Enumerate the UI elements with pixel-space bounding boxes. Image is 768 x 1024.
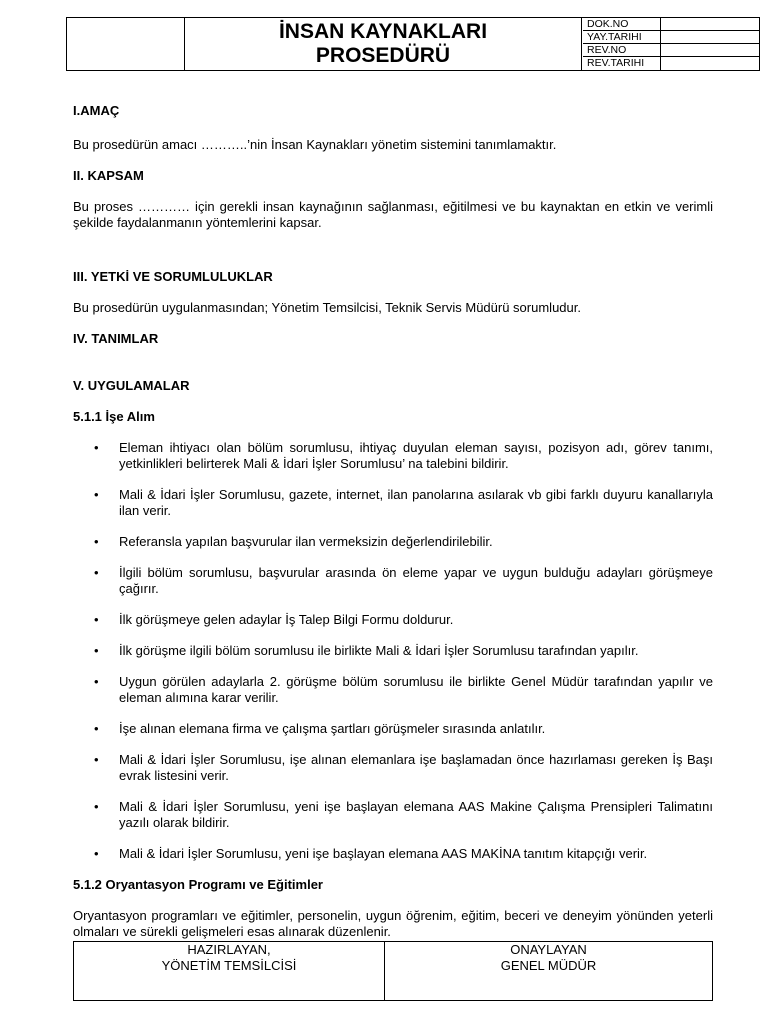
meta-value — [661, 44, 759, 56]
oryantasyon-paragraph: Oryantasyon programları ve eğitimler, personelin, uygun öğrenim, eğitim, beceri ve deneyim yönünden yeterli olmaları ve sürekli gelişmeleri esas alınarak düzenlenir. — [73, 908, 713, 939]
bullet-icon: • — [94, 440, 99, 455]
approved-by-label: ONAYLAYAN — [510, 942, 587, 957]
list-item-text: Mali & İdari İşler Sorumlusu, işe alınan elemanlara işe başlamadan önce hazırlaması gereken İş Başı evrak listesini verir. — [119, 752, 713, 783]
bullet-icon: • — [94, 674, 99, 689]
section-heading-tanimlar: IV. TANIMLAR — [73, 331, 159, 346]
bullet-icon: • — [94, 534, 99, 549]
meta-label: YAY.TARIHI — [583, 31, 661, 43]
section-heading-kapsam: II. KAPSAM — [73, 168, 144, 183]
list-item — [73, 565, 713, 597]
approved-by-role: GENEL MÜDÜR — [500, 958, 597, 973]
section-heading-uygulamalar: V. UYGULAMALAR — [73, 378, 190, 393]
list-item — [73, 752, 713, 784]
list-item — [73, 487, 713, 519]
title-line-2: PROSEDÜRÜ — [315, 44, 451, 67]
list-item — [73, 643, 713, 659]
meta-label: REV.TARIHI — [583, 57, 661, 70]
logo-placeholder — [67, 18, 185, 70]
document-title — [185, 18, 582, 70]
meta-row-rev-no — [583, 44, 759, 57]
meta-label: REV.NO — [583, 44, 661, 56]
list-item-text: Mali & İdari İşler Sorumlusu, gazete, internet, ilan panolarına asılarak vb gibi farklı duyuru kanallarıyla ilan verir. — [119, 487, 713, 518]
yetki-paragraph: Bu prosedürün uygulanmasından; Yönetim Temsilcisi, Teknik Servis Müdürü sorumludur. — [73, 300, 581, 315]
bullet-icon: • — [94, 612, 99, 627]
meta-value — [661, 18, 759, 30]
list-item — [73, 440, 713, 472]
subsection-heading-ise-alim: 5.1.1 İşe Alım — [73, 409, 155, 424]
prepared-by-role: YÖNETİM TEMSİLCİSİ — [161, 958, 297, 973]
meta-value — [661, 57, 759, 70]
bullet-icon: • — [94, 799, 99, 814]
bullet-icon: • — [94, 721, 99, 736]
bullet-icon: • — [94, 643, 99, 658]
prepared-by-label: HAZIRLAYAN, — [187, 942, 271, 957]
meta-row-dok-no — [583, 18, 759, 31]
list-item — [73, 846, 713, 862]
list-item — [73, 799, 713, 831]
document-meta-table — [583, 18, 759, 70]
bullet-icon: • — [94, 752, 99, 767]
section-heading-yetki: III. YETKİ VE SORUMLULUKLAR — [73, 269, 273, 284]
meta-row-rev-tarihi — [583, 57, 759, 70]
ise-alim-list — [73, 440, 713, 862]
list-item-text: Eleman ihtiyacı olan bölüm sorumlusu, ihtiyaç duyulan eleman sayısı, pozisyon adı, görev tanımı, yetkinlikleri belirterek Mali & İdari İşler Sorumlusu’ na talebini bildirir. — [119, 440, 713, 471]
bullet-icon: • — [94, 846, 99, 861]
meta-label: DOK.NO — [583, 18, 661, 30]
list-item — [73, 534, 713, 550]
list-item-text: Mali & İdari İşler Sorumlusu, yeni işe başlayan elemana AAS MAKİNA tanıtım kitapçığı verir. — [119, 846, 648, 861]
list-item-text: İlk görüşmeye gelen adaylar İş Talep Bilgi Formu doldurur. — [119, 612, 454, 627]
list-item-text: İlgili bölüm sorumlusu, başvurular arasında ön eleme yapar ve uygun bulduğu adayları görüşmeye çağırır. — [119, 565, 713, 596]
title-line-1: İNSAN KAYNAKLARI — [278, 20, 488, 43]
bullet-icon: • — [94, 565, 99, 580]
prepared-by-cell — [74, 942, 385, 1000]
meta-row-yay-tarihi — [583, 31, 759, 44]
list-item — [73, 674, 713, 706]
section-heading-amac: I.AMAÇ — [73, 103, 120, 118]
meta-value — [661, 31, 759, 43]
approved-by-cell — [385, 942, 712, 1000]
subsection-heading-oryantasyon: 5.1.2 Oryantasyon Programı ve Eğitimler — [73, 877, 323, 892]
kapsam-paragraph: Bu proses ………… için gerekli insan kaynağının sağlanması, eğitilmesi ve bu kaynaktan en etkin ve verimli şekilde faydalanmanın yöntemlerini kapsar. — [73, 199, 713, 230]
list-item-text: İlk görüşme ilgili bölüm sorumlusu ile birlikte Mali & İdari İşler Sorumlusu tarafından yapılır. — [119, 643, 639, 658]
list-item-text: Referansla yapılan başvurular ilan vermeksizin değerlendirilebilir. — [119, 534, 493, 549]
list-item-text: Mali & İdari İşler Sorumlusu, yeni işe başlayan elemana AAS Makine Çalışma Prensipleri Talimatını yazılı olarak bildirir. — [119, 799, 713, 830]
document-header — [66, 17, 760, 71]
amac-paragraph: Bu prosedürün amacı ………..’nin İnsan Kaynakları yönetim sistemini tanımlamaktır. — [73, 137, 557, 152]
list-item — [73, 612, 713, 628]
list-item — [73, 721, 713, 737]
signature-table — [73, 941, 713, 1001]
bullet-icon: • — [94, 487, 99, 502]
document-body — [73, 103, 713, 940]
list-item-text: İşe alınan elemana firma ve çalışma şartları görüşmeler sırasında anlatılır. — [119, 721, 546, 736]
list-item-text: Uygun görülen adaylarla 2. görüşme bölüm sorumlusu ile birlikte Genel Müdür tarafından yapılır ve eleman alımına karar verilir. — [119, 674, 713, 705]
